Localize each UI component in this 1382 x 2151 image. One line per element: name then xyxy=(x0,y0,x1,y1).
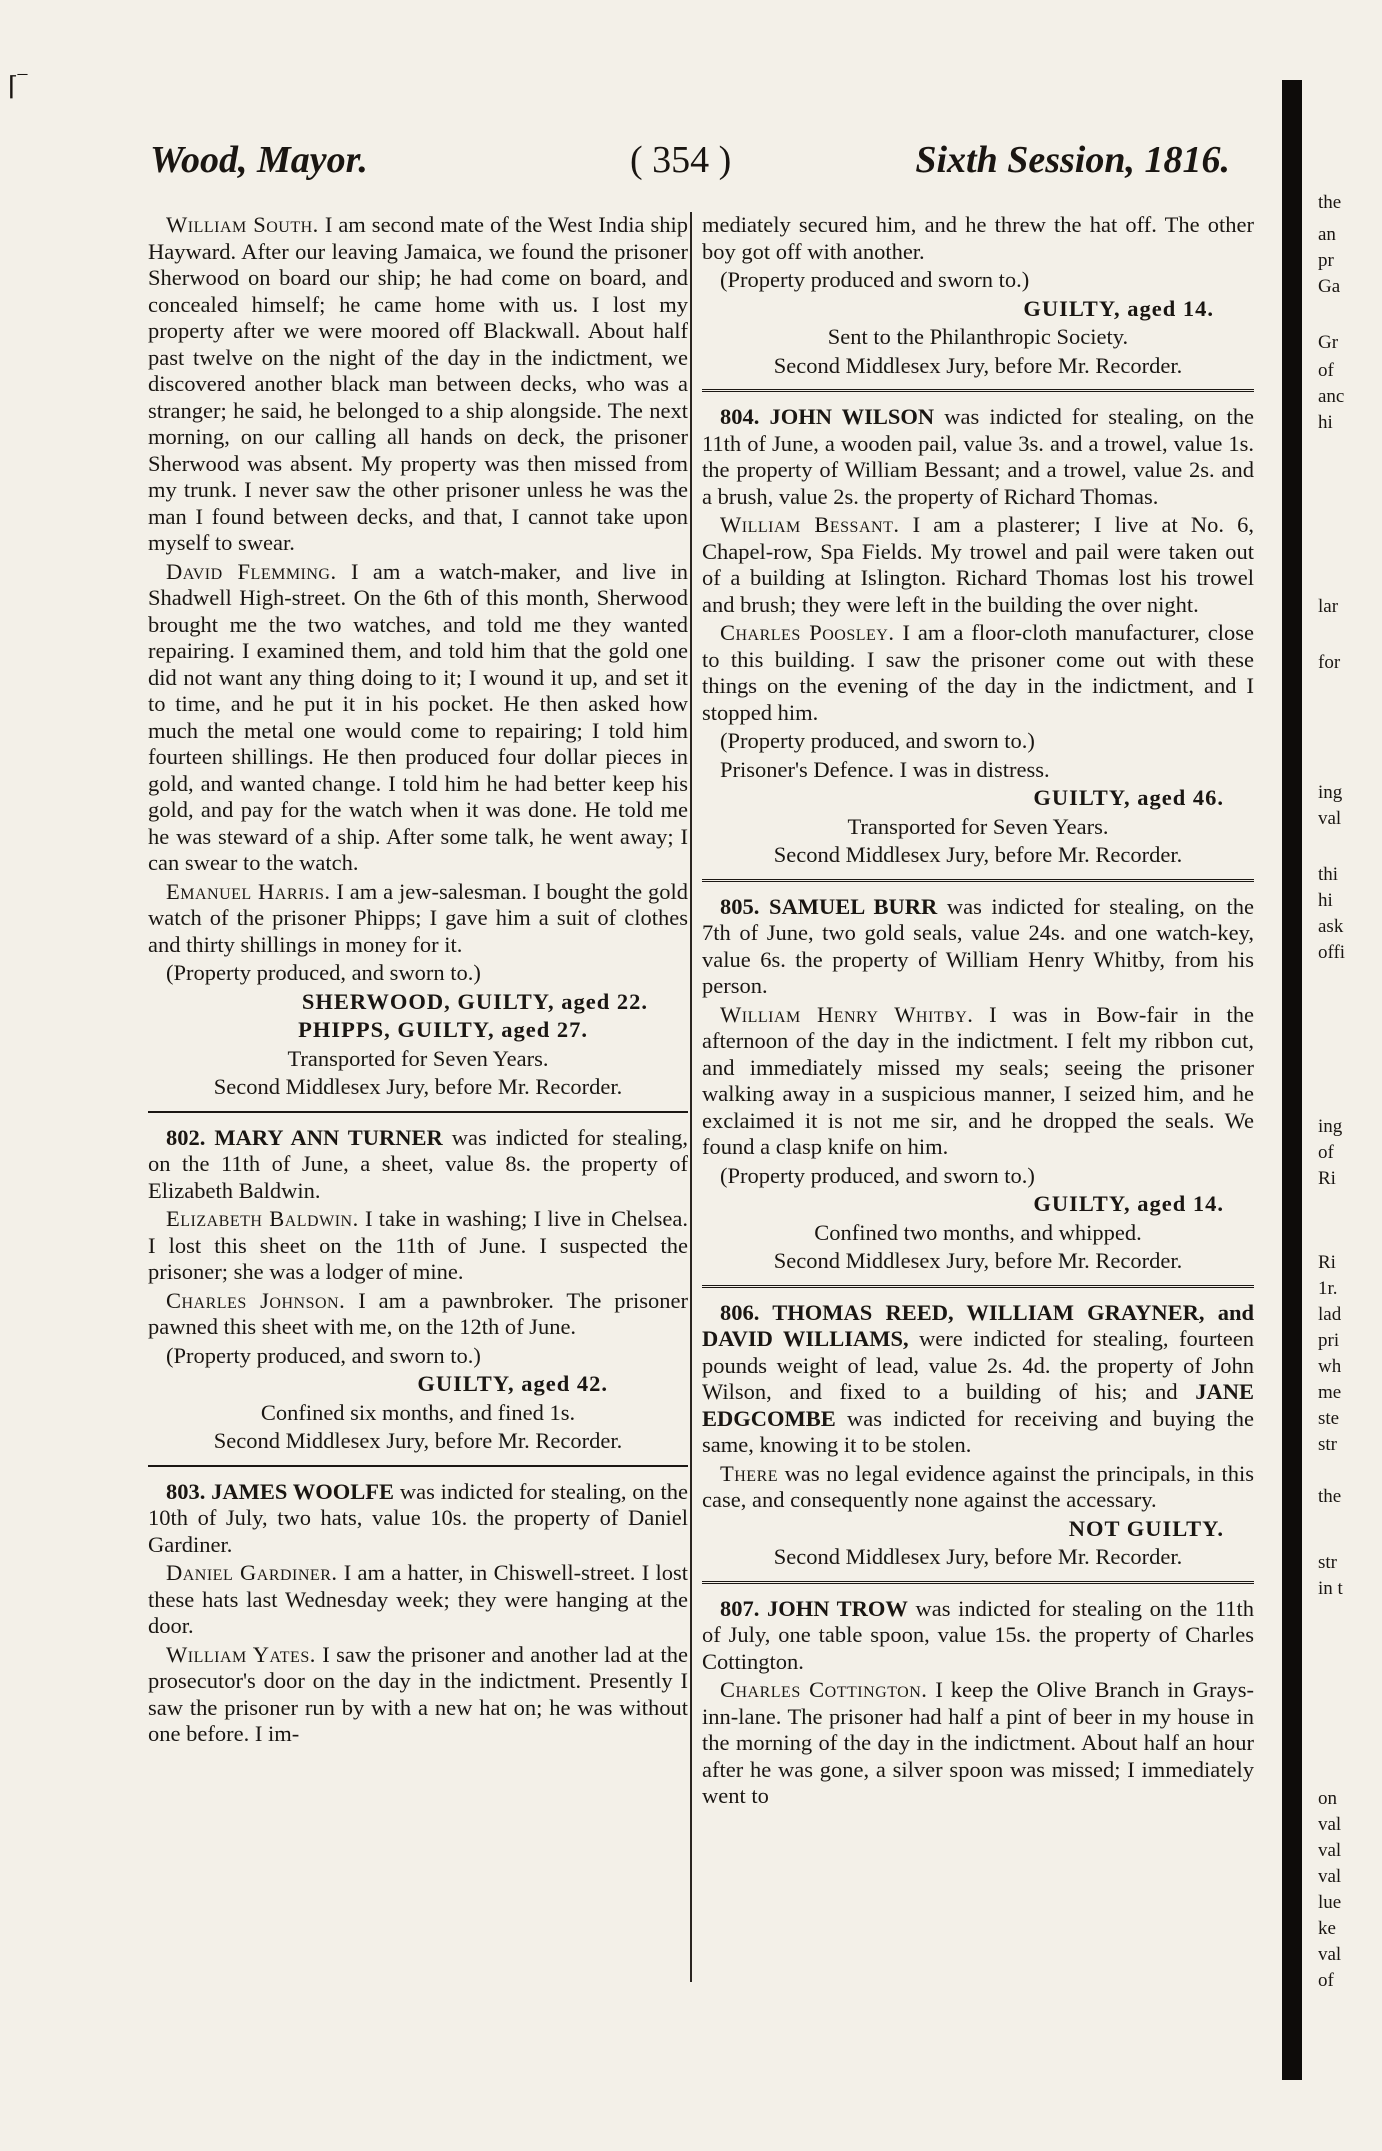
case-divider xyxy=(148,1465,688,1467)
testimony-bessant xyxy=(702,512,1254,618)
sentence: Sent to the Philanthropic Society. xyxy=(827,324,1129,349)
witness-name: David Flemming. xyxy=(166,558,337,584)
verdict: GUILTY, aged 14. xyxy=(1033,1191,1224,1216)
jury-line: Second Middlesex Jury, before Mr. Recorder. xyxy=(773,352,1183,378)
adjacent-page-strip xyxy=(1318,0,1382,2151)
testimony-text: I am second mate of the West India ship Hayward. After our leaving Jamaica, we found the prisoner Sherwood on board our ship; he had come on board, and concealed himself; he came home with us. I lost my property after we were moored off Blackwall. About half past twelve on the night of the day in the indictment, we discovered another black man between decks, who was a stranger; he said, he belonged to a ship alongside. The next morning, on our calling all hands on deck, the prisoner Sherwood was absent. My property was then missed from my trunk. I never saw the other prisoner unless he was the man I found between decks, and that, I cannot take upon myself to swear. xyxy=(148,212,689,555)
witness-name: Daniel Gardiner. xyxy=(166,1560,338,1585)
fragment: of xyxy=(1318,360,1334,381)
case-806 xyxy=(702,1300,1254,1459)
fragment: lad xyxy=(1318,1304,1342,1325)
fragment: thi xyxy=(1318,864,1339,885)
testimony-text: I was in Bow-fair in the afternoon of the day in the indictment. I felt my ribbon cut, and immediately missed my seals; seeing the prisoner walking away in a suspicious manner, I seized him, and he exclaimed it is not me sir, and he dropped the seals. We found a clasp knife on him. xyxy=(702,1001,1255,1159)
testimony-text: I am a floor-cloth manufacturer, close to this building. I saw the prisoner come out with these things on the evening of the day in the indictment, and I stopped him. xyxy=(702,620,1254,725)
testimony-whitby xyxy=(702,1002,1254,1161)
testimony-text: I am a watch-maker, and live in Shadwell High-street. On the 6th of this month, Sherwood brought me the two watches, and told me they wanted repairing. I examined them, and told him that the gold one did not want any thing doing to it; I wound it up, and set it to time, and he put it in his pocket. He then asked how much the metal one would come to repairing; I told him fourteen shillings. He then produced four dollar pieces in gold, and wanted change. I told him he had better keep his gold, and pay for the watch when it was done. He told me he was steward of a ship. After some talk, he went away; I can swear to the watch. xyxy=(148,558,688,875)
header-left: Wood, Mayor. xyxy=(150,139,368,181)
fragment: pri xyxy=(1318,1330,1340,1351)
jury-line: Second Middlesex Jury, before Mr. Recorder. xyxy=(773,1544,1183,1569)
jury-line: Second Middlesex Jury, before Mr. Recorder. xyxy=(773,1248,1183,1273)
verdict: GUILTY, aged 46. xyxy=(1033,785,1224,810)
testimony-yates xyxy=(148,1642,688,1748)
case-heading: 806. THOMAS REED, WILLIAM GRAYNER, and DAVID WILLIAMS, xyxy=(702,1299,1254,1351)
testimony-cottington xyxy=(702,1677,1254,1810)
verdict: NOT GUILTY. xyxy=(1068,1515,1224,1541)
witness-name: William Bessant. xyxy=(720,512,900,537)
case-text: were indicted for stealing, fourteen pounds weight of lead, value 2s. 4d. the property of John Wilson, and fixed to a building of his; and xyxy=(702,1326,1254,1404)
sentence: Confined six months, and fined 1s. xyxy=(260,1399,576,1425)
fragment: val xyxy=(1318,808,1342,829)
property-produced: (Property produced and sworn to.) xyxy=(720,267,1030,292)
case-divider xyxy=(702,1581,1254,1584)
sentence: Transported for Seven Years. xyxy=(287,1045,549,1071)
fragment: offi xyxy=(1318,942,1346,963)
continued-text: mediately secured him, and he threw the hat off. The other boy got off with another. xyxy=(702,212,1254,264)
fragment: on xyxy=(1318,1788,1337,1809)
fragment: me xyxy=(1318,1382,1342,1403)
fragment: Ga xyxy=(1318,276,1341,297)
case-text: was indicted for receiving and buying the same, knowing it to be stolen. xyxy=(702,1405,1255,1457)
case-802 xyxy=(148,1125,688,1205)
fragment: wh xyxy=(1318,1356,1342,1377)
fragment: lue xyxy=(1318,1892,1342,1913)
jury-line: Second Middlesex Jury, before Mr. Recorder. xyxy=(773,842,1183,867)
fragment: for xyxy=(1318,652,1341,673)
testimony-text: I am a jew-salesman. I bought the gold watch of the prisoner Phipps; I gave him a suit of clothes and thirty shillings in money for it. xyxy=(148,878,689,957)
witness-name: William Yates. xyxy=(166,1641,316,1667)
testimony-harris xyxy=(148,879,688,959)
left-column xyxy=(148,212,688,1750)
fragment: ask xyxy=(1318,916,1344,937)
fragment: an xyxy=(1318,224,1336,245)
witness-name: William South. xyxy=(166,212,319,237)
witness-name: Emanuel Harris. xyxy=(166,878,331,904)
witness-name: Elizabeth Baldwin. xyxy=(166,1206,359,1231)
note-text: was no legal evidence against the principals, in this case, and consequently none against the accessary. xyxy=(702,1460,1255,1512)
sentence: Transported for Seven Years. xyxy=(847,813,1109,839)
case-805 xyxy=(702,894,1254,1000)
fragment: ste xyxy=(1318,1408,1340,1429)
fragment: val xyxy=(1318,1814,1342,1835)
case-divider xyxy=(702,879,1254,882)
case-heading: 802. MARY ANN TURNER xyxy=(166,1124,443,1150)
testimony-text: I saw the prisoner and another lad at the prosecutor's door on the day in the indictment. Presently I saw the prisoner run by with a new hat on; he was without one before. I im- xyxy=(148,1641,689,1746)
case-807 xyxy=(702,1596,1254,1676)
lead-word: There xyxy=(720,1460,779,1486)
fragment: of xyxy=(1318,1142,1334,1163)
case-heading: 807. JOHN TROW xyxy=(720,1595,908,1621)
fragment: anc xyxy=(1318,386,1345,407)
case-divider xyxy=(702,389,1254,392)
sentence: Confined two months, and whipped. xyxy=(814,1219,1142,1245)
testimony-poosley xyxy=(702,620,1254,726)
page-number: ( 354 ) xyxy=(630,139,732,181)
no-evidence-note xyxy=(702,1461,1254,1514)
fragment: in t xyxy=(1318,1578,1343,1599)
jury-line: Second Middlesex Jury, before Mr. Recorder. xyxy=(213,1428,623,1453)
fragment: Ri xyxy=(1318,1168,1336,1189)
testimony-text: I am a hatter, in Chiswell-street. I lost these hats last Wednesday week; they were hanging at the door. xyxy=(148,1560,688,1638)
witness-name: Charles Johnson. xyxy=(166,1287,346,1313)
corner-mark: ⌈‾ xyxy=(8,72,27,101)
case-heading-receiver: JANE EDGCOMBE xyxy=(702,1379,1255,1431)
fragment: str xyxy=(1318,1552,1337,1573)
property-produced: (Property produced, and sworn to.) xyxy=(166,1342,481,1368)
case-divider xyxy=(148,1111,688,1113)
fragment: Ri xyxy=(1318,1252,1336,1273)
prisoner-defence: Prisoner's Defence. I was in distress. xyxy=(720,756,1050,782)
testimony-flemming xyxy=(148,559,688,877)
fragment: str xyxy=(1318,1434,1337,1455)
fragment: val xyxy=(1318,1866,1342,1887)
case-text: was indicted for stealing, on the 10th of July, two hats, value 10s. the property of Daniel Gardiner. xyxy=(148,1478,688,1557)
property-produced: (Property produced, and sworn to.) xyxy=(720,1162,1035,1188)
fragment: val xyxy=(1318,1840,1342,1861)
case-heading: 804. JOHN WILSON xyxy=(720,404,935,429)
testimony-baldwin xyxy=(148,1206,688,1286)
case-803 xyxy=(148,1479,688,1559)
testimony-johnson xyxy=(148,1288,688,1341)
binding-shadow xyxy=(1282,80,1302,2080)
case-text: was indicted for stealing, on the 11th of June, a wooden pail, value 3s. and a trowel, value 1s. the property of William Bessant; and a trowel, value 2s. and a brush, value 2s. the property of Richard Thomas. xyxy=(702,404,1254,509)
fragment: ing xyxy=(1318,782,1343,803)
fragment: 1r. xyxy=(1318,1278,1338,1299)
witness-name: Charles Poosley. xyxy=(720,620,895,645)
fragment: lar xyxy=(1318,596,1339,617)
case-divider xyxy=(702,1285,1254,1288)
fragment: hi xyxy=(1318,412,1333,433)
testimony-south xyxy=(148,212,688,557)
fragment: hi xyxy=(1318,890,1333,911)
fragment: ke xyxy=(1318,1918,1336,1939)
running-header xyxy=(150,138,1230,198)
fragment: the xyxy=(1318,192,1342,213)
case-heading: 803. JAMES WOOLFE xyxy=(166,1478,395,1504)
fragment: ing xyxy=(1318,1116,1343,1137)
testimony-text: I keep the Olive Branch in Grays-inn-lane. The prisoner had half a pint of beer in my house in the morning of the day in the indictment. About half an hour after he was gone, a silver spoon was missed; I immediately went to xyxy=(702,1677,1254,1808)
fragment: the xyxy=(1318,1486,1342,1507)
fragment: of xyxy=(1318,1970,1334,1991)
testimony-text: I am a pawnbroker. The prisoner pawned this sheet with me, on the 12th of June. xyxy=(148,1287,688,1339)
property-produced: (Property produced, and sworn to.) xyxy=(166,960,481,985)
testimony-text: I am a plasterer; I live at No. 6, Chapel-row, Spa Fields. My trowel and pail were taken out of a building at Islington. Richard Thomas lost his trowel and brush; they were left in the building the over night. xyxy=(702,512,1255,617)
witness-name: Charles Cottington. xyxy=(720,1677,928,1702)
verdict: GUILTY, aged 42. xyxy=(417,1371,608,1396)
witness-name: William Henry Whitby. xyxy=(720,1001,974,1027)
header-right: Sixth Session, 1816. xyxy=(915,139,1230,181)
property-produced: (Property produced, and sworn to.) xyxy=(720,728,1035,753)
case-text: was indicted for stealing on the 11th of July, one table spoon, value 15s. the property of Charles Cottington. xyxy=(702,1595,1255,1674)
fragment: val xyxy=(1318,1944,1342,1965)
verdict: PHIPPS, GUILTY, aged 27. xyxy=(298,1017,588,1042)
fragment: Gr xyxy=(1318,332,1339,353)
right-column xyxy=(702,212,1254,1812)
case-text: was indicted for stealing, on the 7th of June, two gold seals, value 24s. and one watch-key, value 6s. the property of William Henry Whitby, from his person. xyxy=(702,893,1255,998)
case-heading: 805. SAMUEL BURR xyxy=(720,893,938,919)
verdict: GUILTY, aged 14. xyxy=(1023,295,1214,321)
fragment: pr xyxy=(1318,250,1334,271)
case-text: was indicted for stealing, on the 11th of June, a sheet, value 8s. the property of Elizabeth Baldwin. xyxy=(148,1124,689,1203)
verdict: SHERWOOD, GUILTY, aged 22. xyxy=(301,988,648,1014)
column-divider xyxy=(690,212,692,1982)
jury-line: Second Middlesex Jury, before Mr. Recorder. xyxy=(213,1074,623,1099)
case-804 xyxy=(702,404,1254,510)
testimony-text: I take in washing; I live in Chelsea. I lost this sheet on the 11th of June. I suspected the prisoner; she was a lodger of mine. xyxy=(148,1206,688,1284)
testimony-gardiner xyxy=(148,1560,688,1640)
